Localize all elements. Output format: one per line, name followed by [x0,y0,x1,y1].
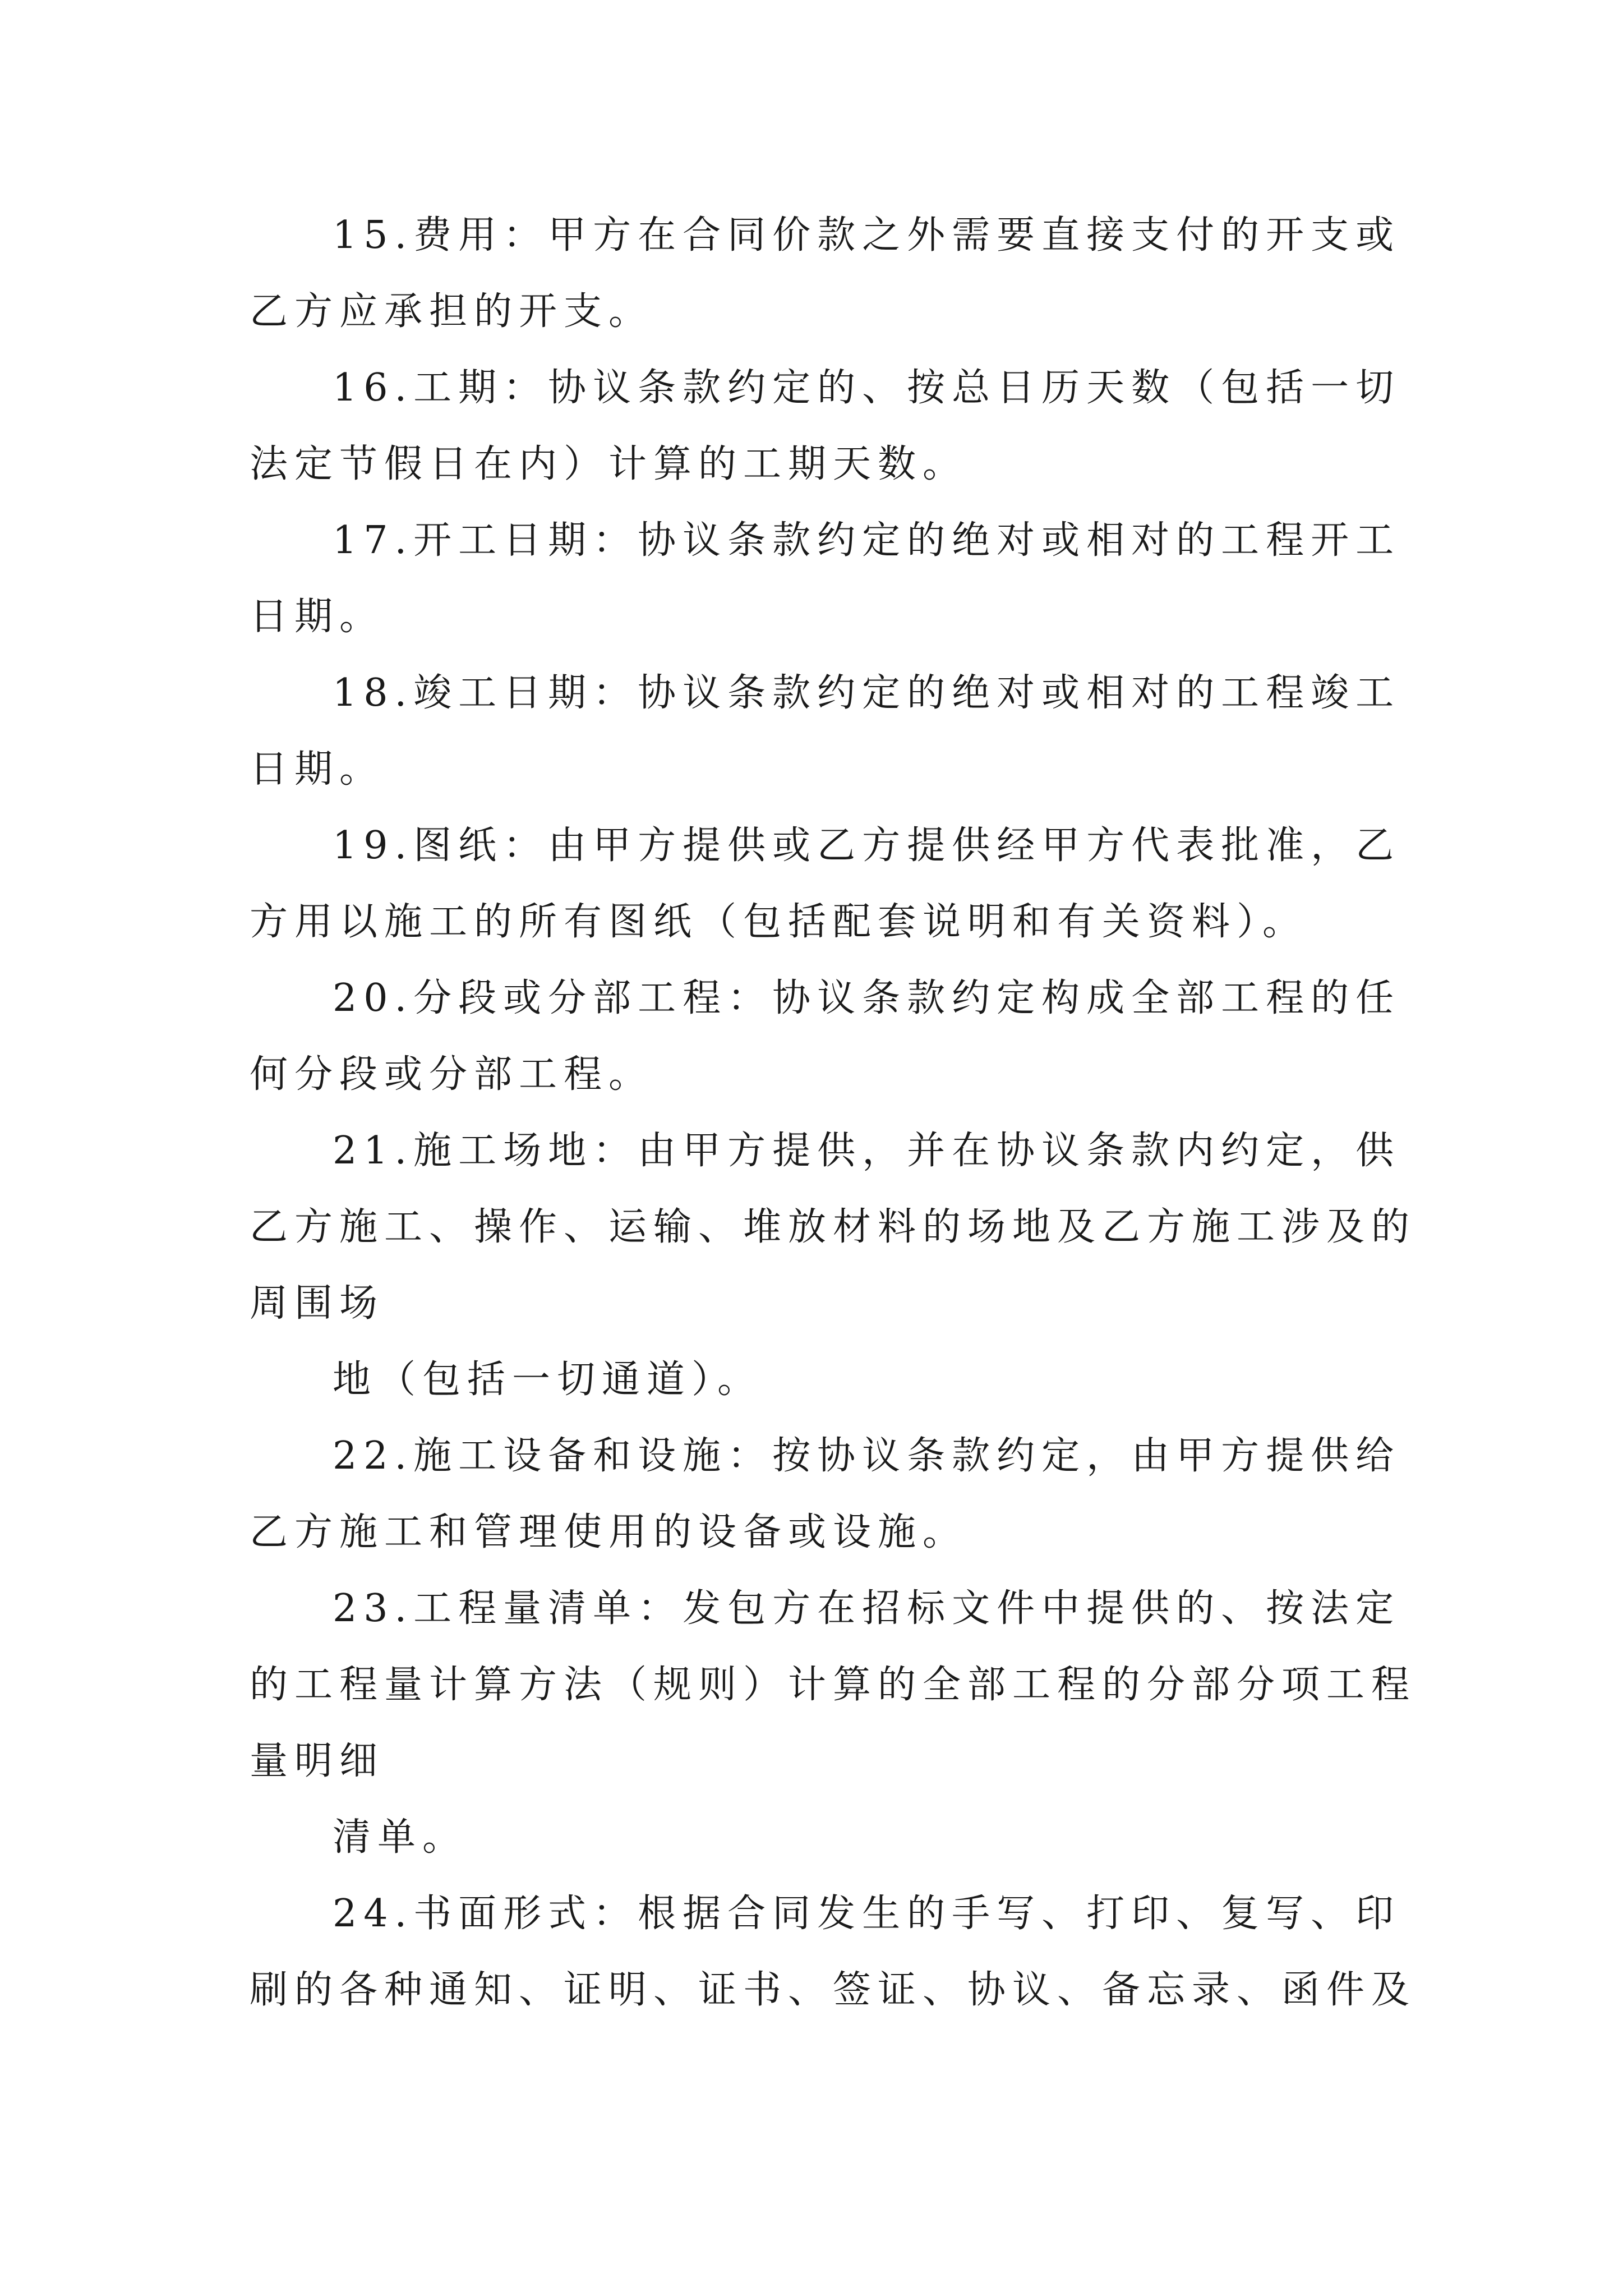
text-line: 周围场 [250,1281,385,1326]
text-line: 乙方施工、操作、运输、堆放材料的场地及乙方施工涉及的 [250,1205,1417,1249]
text-line: 方用以施工的所有图纸（包括配套说明和有关资料）。 [250,900,1308,944]
text-line: 法定节假日在内）计算的工期天数。 [250,442,968,486]
text-line: 20.分段或分部工程：协议条款约定构成全部工程的任 [333,976,1401,1020]
text-line: 量明细 [250,1739,385,1783]
text-line: 乙方施工和管理使用的设备或设施。 [250,1510,968,1554]
text-line: 21.施工场地：由甲方提供，并在协议条款内约定，供 [333,1129,1401,1173]
text-line: 22.施工设备和设施：按协议条款约定，由甲方提供给 [333,1434,1401,1478]
text-line: 地（包括一切通道）。 [333,1358,763,1402]
text-line: 15.费用：甲方在合同价款之外需要直接支付的开支或 [333,213,1401,257]
text-line: 清单。 [333,1815,468,1860]
text-line: 日期。 [250,595,385,639]
text-line: 的工程量计算方法（规则）计算的全部工程的分部分项工程 [250,1663,1417,1707]
document-body [250,197,1417,2028]
text-line: 24.书面形式：根据合同发生的手写、打印、复写、印 [333,1892,1401,1936]
text-line: 16.工期：协议条款约定的、按总日历天数（包括一切 [333,366,1401,410]
text-line: 刷的各种通知、证明、证书、签证、协议、备忘录、函件及 [250,1968,1417,2012]
text-line: 何分段或分部工程。 [250,1052,654,1097]
text-line: 17.开工日期：协议条款约定的绝对或相对的工程开工 [333,518,1401,563]
text-line: 日期。 [250,747,385,792]
text-line: 19.图纸：由甲方提供或乙方提供经甲方代表批准，乙 [333,823,1401,868]
text-line: 23.工程量清单：发包方在招标文件中提供的、按法定 [333,1586,1401,1631]
text-line: 18.竣工日期：协议条款约定的绝对或相对的工程竣工 [333,671,1401,715]
text-line: 乙方应承担的开支。 [250,289,654,334]
